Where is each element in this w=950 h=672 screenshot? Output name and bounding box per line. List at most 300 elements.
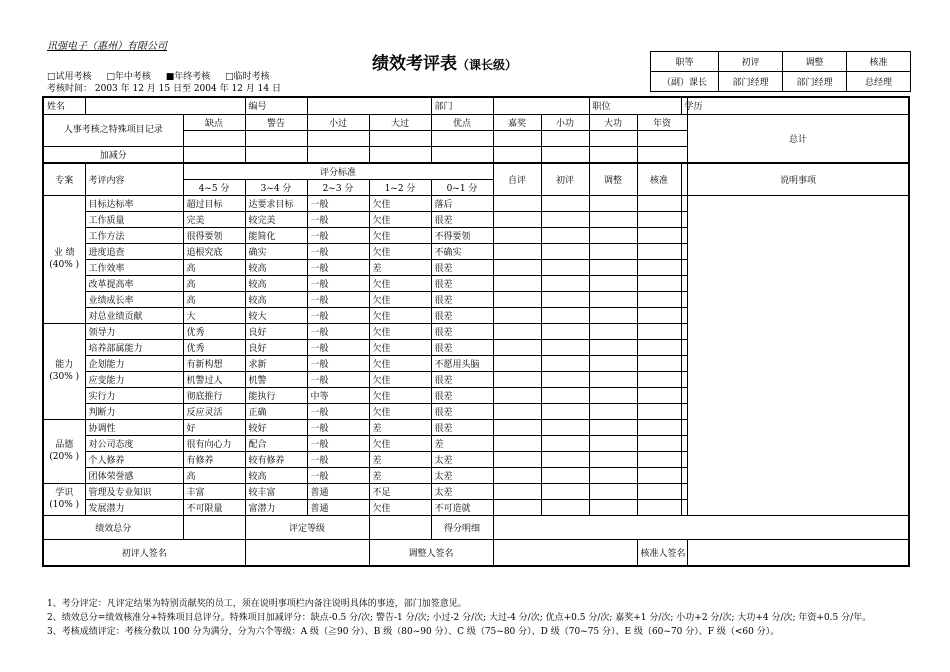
- score-cell[interactable]: [493, 403, 541, 419]
- standard-cell: 较高: [245, 291, 307, 307]
- standard-cell: 很差: [431, 387, 493, 403]
- standard-cell: 欠佳: [369, 435, 431, 451]
- plus-minus-value-8[interactable]: [637, 146, 687, 163]
- score-cell[interactable]: [589, 275, 637, 291]
- table-row: [43, 114, 909, 130]
- standard-cell: 好: [183, 419, 245, 435]
- standard-cell: 普通: [307, 483, 369, 499]
- standard-cell: 不愿用头脑: [431, 355, 493, 371]
- spacer-cell: [681, 275, 687, 291]
- score-cell[interactable]: [493, 323, 541, 339]
- score-cell[interactable]: [541, 211, 589, 227]
- score-cell[interactable]: [637, 451, 681, 467]
- score-cell[interactable]: [493, 483, 541, 499]
- standard-cell: 完美: [183, 211, 245, 227]
- plus-minus-value-3[interactable]: [369, 146, 431, 163]
- score-cell[interactable]: [541, 355, 589, 371]
- standard-cell: 较高: [245, 275, 307, 291]
- approval-v1: （副）课长: [651, 72, 719, 92]
- score-cell[interactable]: [637, 483, 681, 499]
- plus-minus-value-4[interactable]: [431, 146, 493, 163]
- score-cell[interactable]: [637, 339, 681, 355]
- standard-cell: 彻底推行: [183, 387, 245, 403]
- special-value-6[interactable]: [541, 130, 589, 146]
- score-cell[interactable]: [541, 483, 589, 499]
- score-cell[interactable]: [637, 419, 681, 435]
- standard-cell: 达要求目标: [245, 195, 307, 211]
- spacer-cell: [681, 355, 687, 371]
- standard-cell: 很差: [431, 339, 493, 355]
- item-name: 应变能力: [85, 371, 183, 387]
- standard-cell: 较好: [245, 419, 307, 435]
- standard-cell: 欠佳: [369, 243, 431, 259]
- special-col-0: 缺点: [183, 114, 245, 130]
- score-cell[interactable]: [589, 451, 637, 467]
- score-cell[interactable]: [589, 435, 637, 451]
- form-title: [372, 49, 517, 74]
- plus-minus-value-6[interactable]: [541, 146, 589, 163]
- standard-cell: 欠佳: [369, 371, 431, 387]
- score-cell[interactable]: [589, 307, 637, 323]
- standard-cell: 能简化: [245, 227, 307, 243]
- standard-cell: 一般: [307, 259, 369, 275]
- score-cell[interactable]: [493, 307, 541, 323]
- standard-cell: 不确实: [431, 243, 493, 259]
- standard-cell: 较高: [245, 259, 307, 275]
- score-cell[interactable]: [589, 403, 637, 419]
- range-3: 1~2 分: [369, 179, 431, 195]
- note-2: 2、绩效总分=绩效核准分+特殊项目总评分。特殊项目加减评分：缺点-0.5 分/次; 警告-1 分/次; 小过-2 分/次; 大过-4 分/次; 优点+0.5 分/次; 嘉奖+1 分/次; 小功+2 分/次; 大功+4 分/次; 年资+0.5 分/年。: [47, 613, 872, 623]
- score-cell[interactable]: [493, 291, 541, 307]
- item-name: 判断力: [85, 403, 183, 419]
- approval-h1: 职等: [651, 52, 719, 72]
- approval-v2: 部门经理: [719, 72, 783, 92]
- standard-cell: 反应灵活: [183, 403, 245, 419]
- plus-minus-value-5[interactable]: [493, 146, 541, 163]
- standard-cell: 欠佳: [369, 291, 431, 307]
- standard-cell: 一般: [307, 195, 369, 211]
- standard-cell: 不足: [369, 483, 431, 499]
- special-col-6: 小功: [541, 114, 589, 130]
- score-cell[interactable]: [589, 211, 637, 227]
- standard-cell: 中等: [307, 387, 369, 403]
- section-3: [43, 483, 85, 515]
- special-value-8[interactable]: [637, 130, 687, 146]
- score-cell[interactable]: [493, 339, 541, 355]
- col-remark: 说明事项: [687, 163, 909, 196]
- table-row: [43, 515, 909, 539]
- standard-cell: 高: [183, 259, 245, 275]
- standard-cell: 欠佳: [369, 403, 431, 419]
- score-cell[interactable]: [637, 275, 681, 291]
- col-category: 专案: [43, 163, 85, 196]
- standard-cell: 太差: [431, 467, 493, 483]
- field-name[interactable]: [85, 97, 245, 114]
- score-cell[interactable]: [589, 499, 637, 515]
- score-cell[interactable]: [589, 387, 637, 403]
- table-row: [43, 539, 909, 566]
- special-total: 总计: [687, 114, 909, 163]
- standard-cell: 差: [431, 435, 493, 451]
- approval-h2: 初评: [719, 52, 783, 72]
- special-col-2: 小过: [307, 114, 369, 130]
- standard-cell: 一般: [307, 243, 369, 259]
- score-cell[interactable]: [589, 355, 637, 371]
- special-col-3: 大过: [369, 114, 431, 130]
- item-name: 工作方法: [85, 227, 183, 243]
- score-cell[interactable]: [637, 307, 681, 323]
- standard-cell: 不得要领: [431, 227, 493, 243]
- standard-cell: 欠佳: [369, 195, 431, 211]
- col-approve: 核准: [637, 163, 681, 196]
- score-total-field[interactable]: [183, 515, 245, 539]
- spacer-cell: [681, 419, 687, 435]
- score-cell[interactable]: [589, 419, 637, 435]
- standard-cell: 欠佳: [369, 387, 431, 403]
- spacer-cell: [681, 403, 687, 419]
- standard-cell: 较丰富: [245, 483, 307, 499]
- standard-cell: 一般: [307, 275, 369, 291]
- score-cell[interactable]: [493, 451, 541, 467]
- standard-cell: 太差: [431, 451, 493, 467]
- special-value-5[interactable]: [493, 130, 541, 146]
- standard-cell: 欠佳: [369, 323, 431, 339]
- standard-cell: 配合: [245, 435, 307, 451]
- special-value-7[interactable]: [589, 130, 637, 146]
- item-name: 对公司态度: [85, 435, 183, 451]
- grade-field[interactable]: [369, 515, 431, 539]
- col-self: 自评: [493, 163, 541, 196]
- remark-area[interactable]: [687, 195, 909, 515]
- note-3: 3、考核成绩评定：考核分数以 100 分为满分，分为六个等级：A 级（≧90 分）、B 级（80~90 分）、C 级（75~80 分）、D 级（70~75 分）、E 级（60~70 分）、F 级（<60 分）。: [47, 627, 780, 637]
- col-first: 初评: [541, 163, 589, 196]
- standard-cell: 优秀: [183, 323, 245, 339]
- special-col-7: 大功: [589, 114, 637, 130]
- section-1: [43, 323, 85, 419]
- score-cell[interactable]: [541, 435, 589, 451]
- score-cell[interactable]: [541, 451, 589, 467]
- score-cell[interactable]: [541, 403, 589, 419]
- special-col-4: 优点: [431, 114, 493, 130]
- standard-cell: 较大: [245, 307, 307, 323]
- standard-cell: 差: [369, 451, 431, 467]
- spacer-cell: [681, 387, 687, 403]
- standard-cell: 有修养: [183, 451, 245, 467]
- sig-adjust-field[interactable]: [493, 539, 637, 566]
- approval-table: [650, 51, 911, 92]
- standard-cell: 很差: [431, 259, 493, 275]
- score-cell[interactable]: [589, 323, 637, 339]
- check-trial[interactable]: □试用考核: [47, 72, 92, 82]
- standard-cell: 一般: [307, 211, 369, 227]
- item-name: 管理及专业知识: [85, 483, 183, 499]
- sig-approve-field[interactable]: [687, 539, 909, 566]
- score-cell[interactable]: [493, 387, 541, 403]
- standard-cell: 较有修养: [245, 451, 307, 467]
- plus-minus-value-0[interactable]: [183, 146, 245, 163]
- spacer-cell: [681, 259, 687, 275]
- score-cell[interactable]: [493, 355, 541, 371]
- item-name: 个人修养: [85, 451, 183, 467]
- spacer-cell: [681, 291, 687, 307]
- score-cell[interactable]: [541, 291, 589, 307]
- score-cell[interactable]: [493, 467, 541, 483]
- spacer-cell: [681, 339, 687, 355]
- standard-cell: 欠佳: [369, 499, 431, 515]
- standard-cell: 较完美: [245, 211, 307, 227]
- standard-cell: 富潜力: [245, 499, 307, 515]
- company-name: 讯强电子（惠州）有限公司: [47, 41, 167, 52]
- spacer-cell: [681, 243, 687, 259]
- score-cell[interactable]: [541, 275, 589, 291]
- section-name: 能力 (30% ): [49, 360, 80, 382]
- label-name: 姓名: [43, 97, 85, 114]
- assessment-period: 考核时间： 2003 年 12 月 15 日至 2004 年 12 月 14 日: [47, 84, 281, 94]
- standard-cell: 机警: [245, 371, 307, 387]
- score-cell[interactable]: [541, 259, 589, 275]
- standard-cell: 正确: [245, 403, 307, 419]
- table-row: [43, 195, 909, 211]
- standard-cell: 追根究底: [183, 243, 245, 259]
- special-value-1[interactable]: [245, 130, 307, 146]
- item-name: 发展潜力: [85, 499, 183, 515]
- table-row: [43, 97, 909, 114]
- title-main: 绩效考评表: [372, 54, 457, 74]
- score-cell[interactable]: [637, 227, 681, 243]
- standard-cell: 很差: [431, 403, 493, 419]
- item-name: 领导力: [85, 323, 183, 339]
- score-cell[interactable]: [589, 371, 637, 387]
- score-cell[interactable]: [589, 243, 637, 259]
- spacer-cell: [681, 435, 687, 451]
- score-cell[interactable]: [637, 355, 681, 371]
- spacer-cell: [681, 211, 687, 227]
- check-midyear[interactable]: □年中考核: [106, 72, 151, 82]
- standard-cell: 太差: [431, 483, 493, 499]
- score-cell[interactable]: [589, 339, 637, 355]
- score-cell[interactable]: [541, 371, 589, 387]
- score-cell[interactable]: [637, 243, 681, 259]
- score-cell[interactable]: [637, 403, 681, 419]
- item-name: 培养部属能力: [85, 339, 183, 355]
- spacer-cell: [681, 371, 687, 387]
- standard-cell: 一般: [307, 435, 369, 451]
- score-cell[interactable]: [493, 195, 541, 211]
- label-id: 编号: [245, 97, 307, 114]
- item-name: 对总业绩贡献: [85, 307, 183, 323]
- standard-cell: 很得要领: [183, 227, 245, 243]
- standard-cell: 一般: [307, 227, 369, 243]
- score-cell[interactable]: [541, 467, 589, 483]
- special-records-label: [43, 114, 183, 146]
- standard-cell: 差: [369, 259, 431, 275]
- field-dept[interactable]: [493, 97, 589, 114]
- standard-cell: 很差: [431, 323, 493, 339]
- score-cell[interactable]: [637, 195, 681, 211]
- score-cell[interactable]: [541, 323, 589, 339]
- score-total-label: 绩效总分: [43, 515, 183, 539]
- item-name: 协调性: [85, 419, 183, 435]
- standard-cell: 有新构想: [183, 355, 245, 371]
- standard-cell: 高: [183, 291, 245, 307]
- range-0: 4~5 分: [183, 179, 245, 195]
- standard-cell: 求新: [245, 355, 307, 371]
- detail-label: 得分明细: [431, 515, 493, 539]
- standard-cell: 大: [183, 307, 245, 323]
- item-name: 进度追查: [85, 243, 183, 259]
- standard-cell: 欠佳: [369, 211, 431, 227]
- range-2: 2~3 分: [307, 179, 369, 195]
- standard-cell: 良好: [245, 323, 307, 339]
- item-name: 工作效率: [85, 259, 183, 275]
- score-cell[interactable]: [493, 371, 541, 387]
- score-cell[interactable]: [541, 243, 589, 259]
- sig-adjust-label: 调整人签名: [369, 539, 493, 566]
- plus-minus-value-7[interactable]: [589, 146, 637, 163]
- item-name: 业绩成长率: [85, 291, 183, 307]
- standard-cell: 很差: [431, 371, 493, 387]
- item-name: 目标达标率: [85, 195, 183, 211]
- score-cell[interactable]: [541, 339, 589, 355]
- spacer-cell: [681, 483, 687, 499]
- standard-cell: 良好: [245, 339, 307, 355]
- title-sub: （课长级）: [457, 58, 518, 72]
- evaluation-table: [42, 96, 910, 567]
- standard-cell: 很差: [431, 291, 493, 307]
- detail-field[interactable]: [493, 515, 909, 539]
- sig-first-label: 初评人签名: [43, 539, 245, 566]
- score-cell[interactable]: [493, 499, 541, 515]
- score-cell[interactable]: [637, 371, 681, 387]
- standard-cell: 欠佳: [369, 339, 431, 355]
- plus-minus-value-2[interactable]: [307, 146, 369, 163]
- field-id[interactable]: [307, 97, 431, 114]
- standard-cell: 欠佳: [369, 227, 431, 243]
- score-cell[interactable]: [541, 195, 589, 211]
- sig-first-field[interactable]: [245, 539, 369, 566]
- standard-cell: 确实: [245, 243, 307, 259]
- standard-cell: 优秀: [183, 339, 245, 355]
- special-value-4[interactable]: [431, 130, 493, 146]
- score-cell[interactable]: [541, 227, 589, 243]
- standard-cell: 丰富: [183, 483, 245, 499]
- label-dept: 部门: [431, 97, 493, 114]
- standard-cell: 一般: [307, 323, 369, 339]
- special-value-3[interactable]: [369, 130, 431, 146]
- item-name: 实行力: [85, 387, 183, 403]
- score-cell[interactable]: [493, 419, 541, 435]
- sig-approve-label: 核准人签名: [637, 539, 687, 566]
- standard-cell: 普通: [307, 499, 369, 515]
- score-cell[interactable]: [637, 211, 681, 227]
- score-cell[interactable]: [541, 307, 589, 323]
- range-4: 0~1 分: [431, 179, 493, 195]
- score-cell[interactable]: [637, 435, 681, 451]
- plus-minus-label: 加减分: [43, 146, 183, 163]
- field-edu[interactable]: [687, 97, 909, 114]
- notes-block: [47, 597, 871, 639]
- standard-cell: 欠佳: [369, 355, 431, 371]
- plus-minus-value-1[interactable]: [245, 146, 307, 163]
- score-cell[interactable]: [493, 275, 541, 291]
- approval-h3: 调整: [783, 52, 847, 72]
- standard-cell: 一般: [307, 291, 369, 307]
- score-cell[interactable]: [493, 259, 541, 275]
- check-yearend[interactable]: ■年终考核: [165, 72, 211, 82]
- label-position: 职位: [589, 97, 681, 114]
- col-standard: 评分标准: [183, 163, 493, 180]
- standard-cell: 机警过人: [183, 371, 245, 387]
- table-row: [43, 163, 909, 180]
- col-adjust: 调整: [589, 163, 637, 196]
- standard-cell: 欠佳: [369, 307, 431, 323]
- special-value-2[interactable]: [307, 130, 369, 146]
- label-edu: 学历: [681, 97, 687, 114]
- standard-cell: 很差: [431, 419, 493, 435]
- score-cell[interactable]: [637, 291, 681, 307]
- score-cell[interactable]: [589, 483, 637, 499]
- standard-cell: 差: [369, 467, 431, 483]
- score-cell[interactable]: [589, 227, 637, 243]
- spacer-cell: [681, 451, 687, 467]
- score-cell[interactable]: [541, 419, 589, 435]
- score-cell[interactable]: [589, 291, 637, 307]
- standard-cell: 超过目标: [183, 195, 245, 211]
- score-cell[interactable]: [637, 387, 681, 403]
- special-label: 人事考核之特殊项目记录: [63, 124, 163, 135]
- standard-cell: 一般: [307, 371, 369, 387]
- standard-cell: 落后: [431, 195, 493, 211]
- standard-cell: 较高: [245, 467, 307, 483]
- score-cell[interactable]: [589, 467, 637, 483]
- approval-h4: 核准: [847, 52, 911, 72]
- score-cell[interactable]: [493, 211, 541, 227]
- special-col-5: 嘉奖: [493, 114, 541, 130]
- standard-cell: 很差: [431, 275, 493, 291]
- standard-cell: 一般: [307, 451, 369, 467]
- section-name: 学识 (10% ): [49, 488, 80, 510]
- score-cell[interactable]: [493, 227, 541, 243]
- score-cell[interactable]: [493, 435, 541, 451]
- standard-cell: 一般: [307, 419, 369, 435]
- score-cell[interactable]: [589, 259, 637, 275]
- score-cell[interactable]: [493, 243, 541, 259]
- score-cell[interactable]: [637, 259, 681, 275]
- standard-cell: 很有向心力: [183, 435, 245, 451]
- score-cell[interactable]: [589, 195, 637, 211]
- score-cell[interactable]: [637, 467, 681, 483]
- check-temporary[interactable]: □临时考核: [225, 72, 270, 82]
- score-cell[interactable]: [637, 499, 681, 515]
- note-1: 1、考分评定：凡评定结果为特别贡献奖的员工，须在说明事项栏内备注说明具体的事迹，部门加签意见。: [47, 599, 467, 609]
- approval-v3: 部门经理: [783, 72, 847, 92]
- item-name: 企划能力: [85, 355, 183, 371]
- item-name: 改革提高率: [85, 275, 183, 291]
- standard-cell: 一般: [307, 403, 369, 419]
- grade-label: 评定等级: [245, 515, 369, 539]
- item-name: 团体荣誉感: [85, 467, 183, 483]
- spacer-cell: [681, 227, 687, 243]
- score-cell[interactable]: [637, 323, 681, 339]
- section-2: [43, 419, 85, 483]
- standard-cell: 很差: [431, 307, 493, 323]
- section-0: [43, 195, 85, 323]
- standard-cell: 能执行: [245, 387, 307, 403]
- section-name: 品德 (20% ): [49, 440, 80, 462]
- score-cell[interactable]: [541, 499, 589, 515]
- score-cell[interactable]: [541, 387, 589, 403]
- special-value-0[interactable]: [183, 130, 245, 146]
